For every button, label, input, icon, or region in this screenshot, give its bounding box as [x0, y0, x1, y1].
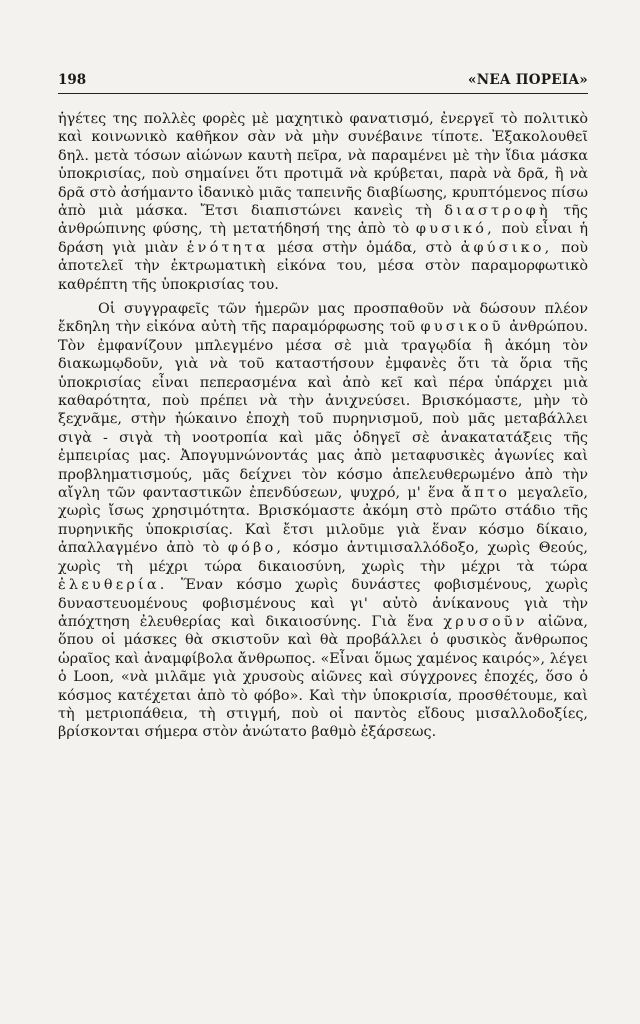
- paragraph-2-text-5: Ἕναν κόσμο χωρὶς δυνάστες φοβισμένους, χωρὶς δυναστευομένους φοβισμένους καὶ γι' αὐτὸ ἀνίκανους γιὰ τὴν ἀπόχτηση ἐλευθερίας καὶ δικαιοσύνης. Γιὰ ἕνα: [58, 577, 588, 630]
- paragraph-1-text-4: μέσα στὴν ὁμάδα, στὸ: [268, 239, 461, 256]
- paragraph-1-emphasis-1: διαστροφὴ: [444, 203, 551, 220]
- paragraph-1: [58, 110, 588, 294]
- paragraph-2-text-6: αἰῶνα, ὅπου οἱ μάσκες θὰ σκιστοῦν καὶ θὰ προβάλλει ὁ φυσικὸς ἄνθρωπος ὡραῖος καὶ ἀναμφίβολα ἄνθρωπος. «Εἶναι ὅμως χαμένος καιρός», λέγει ὁ Loon, «νὰ μιλᾶμε γιὰ χρυσοὺς αἰῶνες καὶ σύγχρονες ἐποχές, ὅσο ὁ κόσμος κατέχεται ἀπὸ τὸ φόβο». Καὶ τὴν ὑποκρισία, προσθέτουμε, καὶ τὴ μετριοπάθεια, τὴ στιγμή, ποὺ οἱ παντὸς εἴδους μισαλλοδοξίες, βρίσκονται σήμερα στὸν ἀνώτατο βαθμὸ ἐξάρσεως.: [58, 613, 588, 741]
- paragraph-1-text-1: ἡγέτες της πολλὲς φορὲς μὲ μαχητικὸ φανατισμό, ἐνεργεῖ τὸ πολιτικὸ καὶ κοινωνικὸ καθῆκον σὰν νὰ μὴν συνέβαινε τίποτε. Ἐξακολουθεῖ δηλ. μετὰ τόσων αἰώνων καυτὴ πεῖρα, νὰ παραμένει μὲ τὴν ἴδια μάσκα ὑποκρισίας, ποὺ σημαίνει ὅτι προτιμᾶ νὰ κρύβεται, παρὰ νὰ δρᾶ, ἢ νὰ δρᾶ στὸ ἀσήμαντο ἰδανικὸ μιᾶς ταπεινῆς διαβίωσης, κρυπτόμενος πίσω ἀπὸ μιὰ μάσκα. Ἔτσι διαπιστώνει κανεὶς τὴ: [58, 111, 588, 220]
- paragraph-1-text-3: ποὺ εἶναι ἡ δράση γιὰ μιὰν: [58, 221, 588, 256]
- paragraph-2-text-1: Οἱ συγγραφεῖς τῶν ἡμερῶν μας προσπαθοῦν νὰ δώσουν πλέον ἔκδηλη τὴν εἰκόνα αὐτὴ τῆς παραμόρφωσης τοῦ: [58, 301, 588, 336]
- running-title: «ΝΕΑ ΠΟΡΕΙΑ»: [467, 72, 588, 88]
- paragraph-2-text-2: ἀνθρώπου. Τὸν ἐμφανίζουν μπλεγμένο μέσα σὲ μιὰ τραγῳδία ἢ ἀκόμη τὸν διακωμῳδοῦν, γιὰ νὰ τοῦ καταστήσουν ἐμφανὲς ὅτι τὰ ὅρια τῆς ὑποκρισίας εἶναι πεπερασμένα καὶ ἀπὸ κεῖ καὶ πέρα ὑπάρχει μιὰ καθαρότητα, ποὺ πρέπει νὰ τὴν ἀνιχνεύσει. Βρισκόμαστε, μὴν τὸ ξεχνᾶμε, στὴν ἠώκαινο ἐποχὴ τοῦ πυρηνισμοῦ, ποὺ μᾶς μεταβάλλει σιγὰ - σιγὰ τὴ νοοτροπία καὶ μᾶς ὁδηγεῖ σὲ ἀνακατατάξεις τῆς ἐμπειρίας μας. Ἀπογυμνώνοντάς μας ἀπὸ μεταφυσικὲς ἀγωνίες καὶ προβληματισμούς, μᾶς δείχνει τὸν κόσμο ἀπελευθερωμένο ἀπὸ τὴν αἴγλη τῶν φανταστικῶν ἐπενδύσεων, ψυχρό, μ' ἕνα: [58, 319, 589, 502]
- paragraph-2: [58, 300, 588, 742]
- paragraph-2-emphasis-2: ἄπτο: [461, 485, 511, 502]
- paragraph-1-text-5: ποὺ ἀποτελεῖ τὴν ἐκτρωματικὴ εἰκόνα του, μέσα στὸν παραμορφωτικὸ καθρέπτη τῆς ὑποκρισίας του.: [58, 239, 588, 293]
- paragraph-2-emphasis-4: ἐλευθερία.: [58, 577, 168, 594]
- paragraph-2-emphasis-5: χρυσοῦν: [443, 613, 528, 630]
- paragraph-1-emphasis-4: ἀφύσικο,: [460, 239, 553, 256]
- paragraph-1-emphasis-3: ἑνότητα: [186, 239, 269, 256]
- paragraph-2-emphasis-1: φυσικοῦ: [420, 319, 504, 336]
- paragraph-1-emphasis-2: φυσικό,: [415, 221, 495, 238]
- paragraph-2-emphasis-3: φόβο,: [227, 540, 285, 557]
- paragraph-2-text-4: κόσμο ἀντιμισαλλόδοξο, χωρὶς Θεούς, χωρὶς τὴ μέχρι τώρα δικαιοσύνη, χωρὶς τὴν μέχρι τὰ τώρα: [58, 540, 588, 575]
- page-number: 198: [58, 72, 87, 88]
- paragraph-2-text-3: μεγαλεῖο, χωρὶς ἴσως χρησιμότητα. Βρισκόμαστε ἀκόμη στὸ πρῶτο στάδιο τῆς πυρηνικῆς ὑποκρισίας. Καὶ ἔτσι μιλοῦμε γιὰ ἕναν κόσμο δίκαιο, ἀπαλλαγμένο ἀπὸ τὸ: [58, 485, 588, 557]
- header-rule: [58, 93, 588, 94]
- page-header: [58, 72, 588, 92]
- paragraph-1-text-2: τῆς ἀνθρώπινης φύσης, τὴ μετατήδησή της ἀπὸ τὸ: [58, 203, 588, 238]
